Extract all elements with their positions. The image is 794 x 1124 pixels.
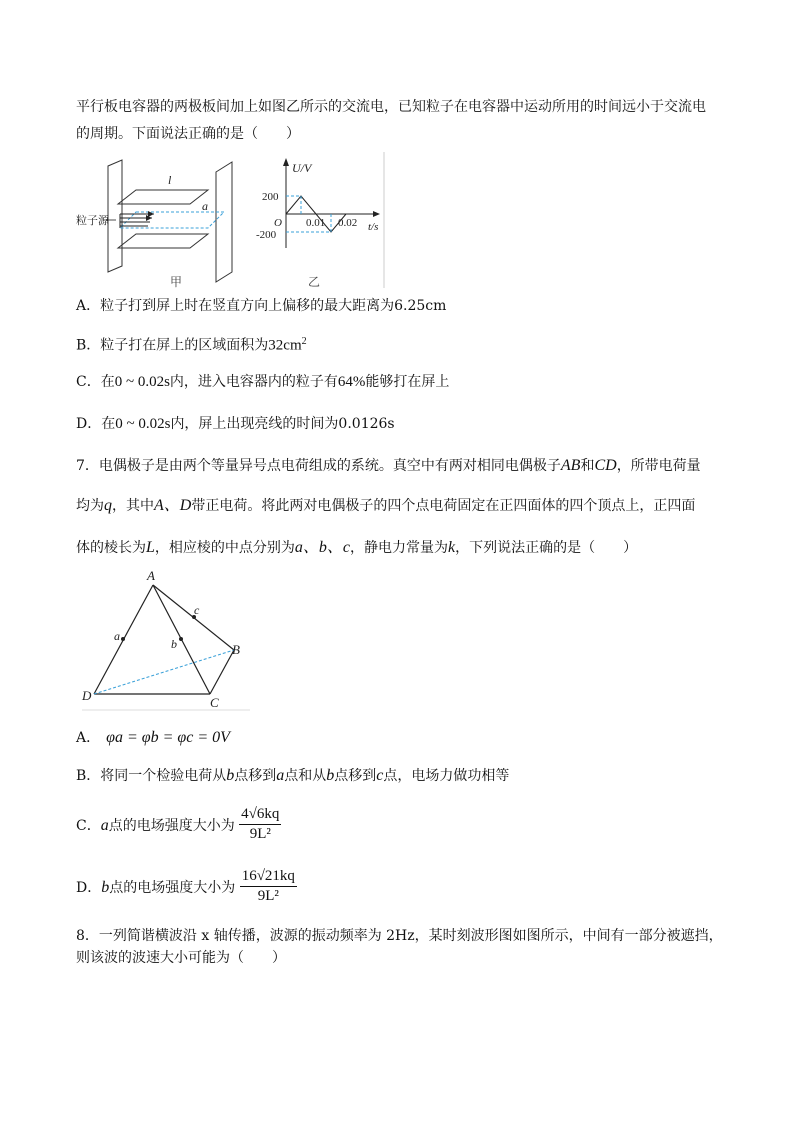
q7-option-b-t4: 点移到	[334, 768, 377, 784]
q7-option-b-t2: 点移到	[234, 768, 277, 784]
q7-l2-m2: A、D	[154, 497, 192, 514]
q7-l3-t1: 体的棱长为	[76, 540, 146, 556]
q7-option-a	[76, 728, 230, 748]
q7-vertex-D: D	[82, 688, 92, 703]
q7-option-b-m4: c	[376, 767, 384, 784]
q7-vertex-C: C	[210, 695, 219, 710]
q6-option-b-sup: 2	[301, 336, 307, 347]
q6-option-b-prefix: B．	[76, 337, 101, 354]
q6-option-b	[76, 332, 307, 356]
q7-l2-t2: ，其中	[112, 498, 154, 514]
q6-option-d-math1: 0 ~ 0.02s	[115, 416, 171, 432]
q7-option-b-m2: a	[276, 767, 285, 784]
q8-stem-line2: 则该波的波速大小可能为（ ）	[76, 950, 286, 966]
q6-option-c-t3: 能够打在屏上	[365, 374, 450, 390]
q7-option-d-t1: 点的电场强度大小为	[109, 879, 236, 896]
q7-option-c-m1: a	[100, 816, 109, 834]
q6-option-c-t1: 在	[100, 374, 115, 390]
q6-option-d-t1: 在	[101, 416, 116, 432]
q7-vertex-A: A	[147, 568, 155, 583]
q8-stem-line1: 8．一列简谐横波沿 x 轴传播，波源的振动频率为 2Hz，某时刻波形图如图所示，中间有一部分被遮挡，	[76, 928, 723, 944]
q7-midpoint-a: a	[114, 629, 120, 643]
q7-l3-t4: ，下列说法正确的是（ ）	[455, 540, 638, 556]
q7-option-b-m1: b	[226, 767, 235, 784]
q7-stem-line1	[76, 456, 701, 476]
q6-xtick-001: 0.01	[306, 217, 326, 229]
q6-option-c-math1: 0 ~ 0.02s	[114, 374, 170, 390]
q6-stem-line2: 的周期。下面说法正确的是（ ）	[76, 126, 300, 142]
q6-option-a	[76, 296, 446, 316]
q7-option-c-den: 9L²	[249, 826, 271, 842]
q7-l1-t1: 7．电偶极子是由两个等量异号点电荷组成的系统。真空中有两对相同电偶极子	[76, 458, 561, 474]
q6-xtick-002: 0.02	[338, 217, 358, 229]
q6-option-b-text: 粒子打在屏上的区域面积为	[100, 337, 269, 354]
q6-option-a-text: 粒子打到屏上时在竖直方向上偏移的最大距离为6.25cm	[100, 298, 447, 314]
q6-ytick-200: 200	[262, 191, 279, 203]
q6-stem-line1: 平行板电容器的两极板间加上如图乙所示的交流电，已知粒子在电容器中运动所用的时间远小于交流电	[76, 99, 706, 115]
q6-xlabel: t/s	[368, 221, 379, 233]
q6-caption-yi: 乙	[308, 275, 321, 288]
q7-l1-t2: 和	[580, 458, 595, 474]
q6-option-a-prefix: A．	[76, 298, 101, 314]
q7-l2-t3: 带正电荷。将此两对电偶极子的四个点电荷固定在正四面体的四个顶点上，正四面	[191, 498, 696, 514]
q7-option-d-m1: b	[101, 878, 110, 896]
q7-stem-line2	[76, 496, 695, 516]
q6-option-c-math2: 64%	[337, 374, 366, 390]
q7-option-c-t1: 点的电场强度大小为	[108, 817, 235, 834]
q7-option-b-prefix: B．	[76, 768, 101, 784]
q7-l2-t1: 均为	[76, 498, 104, 514]
q7-option-b-t5: 点，电场力做功相等	[383, 768, 510, 784]
q6-option-c-prefix: C．	[76, 374, 101, 390]
q7-option-c-prefix: C．	[76, 817, 101, 834]
q7-option-b-t1: 将同一个检验电荷从	[100, 768, 227, 784]
q7-l1-m2: CD	[594, 457, 617, 474]
q6-figure-jia	[76, 158, 256, 288]
q7-option-c-num: 4√6kq	[239, 806, 281, 825]
q6-label-l: l	[168, 173, 172, 187]
q6-option-d-prefix: D．	[76, 416, 102, 432]
q6-option-d-t2: 内，屏上出现亮线的时间为0.0126s	[170, 416, 395, 432]
q7-l3-m3: k	[448, 539, 456, 556]
q7-l1-t3: ，所带电荷量	[616, 458, 701, 474]
q7-option-d-fraction	[240, 868, 297, 905]
q6-option-b-math: 32cm	[268, 337, 302, 354]
q7-l3-m1: L	[146, 539, 155, 556]
q7-option-a-math: φa = φb = φc = 0V	[106, 729, 230, 746]
q7-option-d-den: 9L²	[257, 888, 279, 904]
q6-caption-jia: 甲	[170, 275, 183, 288]
q7-tetrahedron-figure	[76, 566, 256, 712]
q6-label-source: 粒子源	[76, 214, 109, 227]
q7-l3-t3: ，静电力常量为	[350, 540, 449, 556]
q6-label-a: a	[202, 199, 208, 213]
q6-option-c	[76, 372, 449, 392]
q7-l2-m1: q	[104, 497, 112, 514]
q6-origin: O	[274, 217, 282, 229]
q6-ylabel: U/V	[292, 161, 312, 175]
q7-vertex-B: B	[232, 642, 240, 657]
q6-figure-yi	[256, 152, 386, 288]
q6-option-d	[76, 414, 395, 434]
q7-midpoint-c: c	[194, 603, 200, 617]
q6-ytick-neg200: -200	[256, 229, 277, 241]
q7-option-d	[76, 868, 297, 905]
q7-option-d-num: 16√21kq	[240, 868, 297, 887]
q7-midpoint-b: b	[171, 637, 177, 651]
q7-l3-m2: a、b、c	[294, 539, 351, 556]
q7-stem-line3	[76, 538, 637, 558]
q7-option-b	[76, 766, 509, 786]
q7-l1-m1: AB	[560, 457, 581, 474]
q7-option-b-t3: 点和从	[284, 768, 327, 784]
q7-option-a-prefix: A．	[76, 730, 101, 746]
q6-option-c-t2: 内，进入电容器内的粒子有	[169, 374, 338, 390]
q7-option-b-m3: b	[326, 767, 335, 784]
q7-l3-t2: ，相应棱的中点分别为	[154, 540, 295, 556]
q7-option-c	[76, 806, 281, 843]
q7-option-d-prefix: D．	[76, 879, 102, 896]
q7-option-c-fraction	[239, 806, 281, 843]
